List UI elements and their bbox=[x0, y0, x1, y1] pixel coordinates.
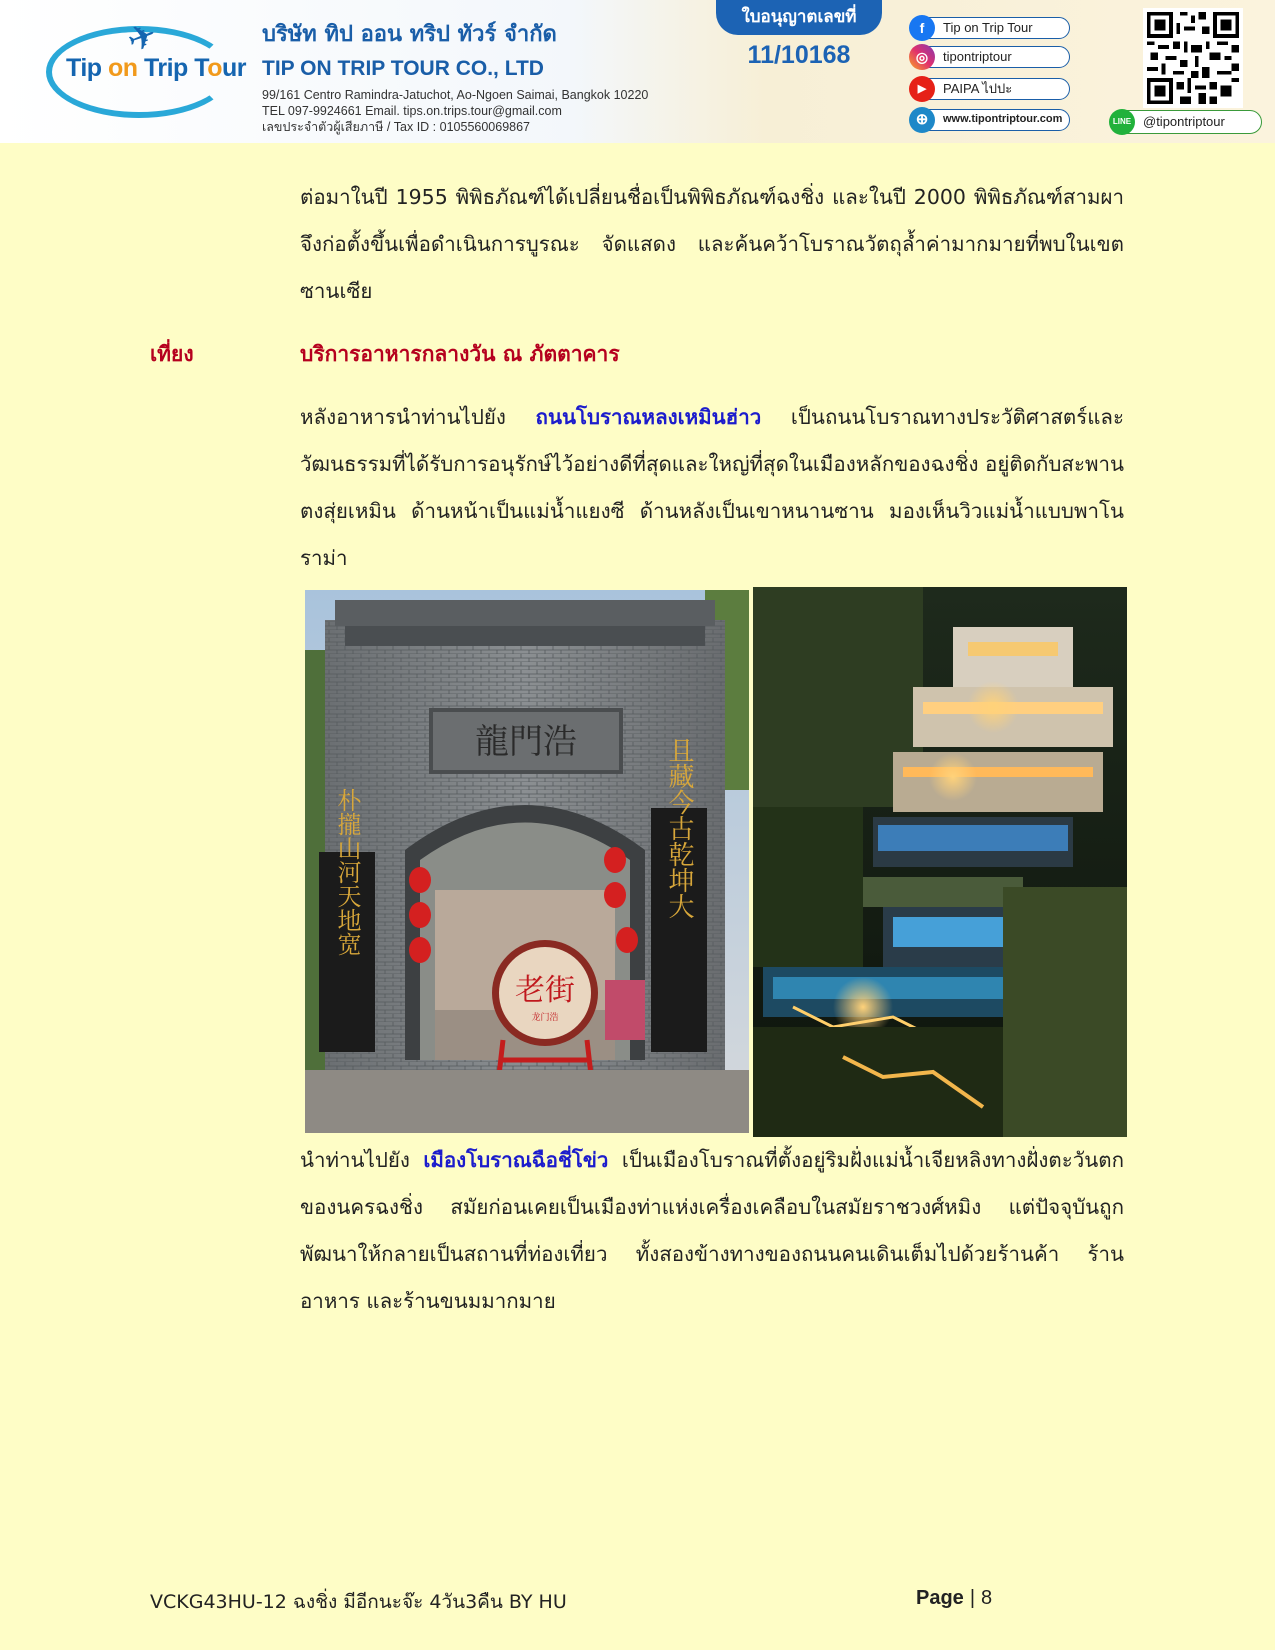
gate-left-couplet: 朴攏山河天地宽 bbox=[333, 788, 361, 956]
company-contact: TEL 097-9924661 Email. tips.on.trips.tour@gmail.com bbox=[262, 104, 562, 118]
page-number: Page | 8 bbox=[916, 1587, 993, 1609]
letterhead bbox=[0, 0, 1275, 143]
website-link[interactable]: ⊕ www.tipontriptour.com bbox=[912, 109, 1070, 131]
logo-wordmark: Tip on Trip Tour bbox=[66, 54, 246, 82]
photo-longmenhao-gate bbox=[305, 590, 749, 1133]
photo-night-village bbox=[753, 587, 1127, 1137]
company-tax-id: เลขประจำตัวผู้เสียภาษี / Tax ID : 0105560069867 bbox=[262, 120, 531, 134]
qr-code bbox=[1143, 8, 1243, 108]
license-number: 11/10168 bbox=[747, 41, 851, 69]
line-icon: LINE bbox=[1109, 109, 1135, 135]
company-name-english: TIP ON TRIP TOUR CO., LTD bbox=[262, 57, 544, 80]
youtube-icon: ▶ bbox=[909, 76, 935, 102]
gate-plaque: 龍門浩 bbox=[475, 722, 577, 762]
instagram-icon: ◎ bbox=[909, 44, 935, 70]
airplane-icon: ✈ bbox=[122, 14, 163, 62]
company-logo bbox=[46, 14, 246, 122]
gate-right-couplet: 且藏今古乾坤大 bbox=[664, 737, 694, 919]
company-address: 99/161 Centro Ramindra-Jatuchot, Ao-Ngoen Saimai, Bangkok 10220 bbox=[262, 88, 649, 102]
facebook-icon: f bbox=[909, 15, 935, 41]
paragraph-longmenhao: หลังอาหารนำท่านไปยัง ถนนโบราณหลงเหมินฮ่าว เป็นถนนโบราณทางประวัติศาสตร์และวัฒนธรรมที่ได้รับการอนุรักษ์ไว้อย่างดีที่สุดและใหญ่ที่สุดในเมืองหลักของฉงชิ่ง อยู่ติดกับสะพานตงสุ่ยเหมิน ด้านหน้าเป็นแม่น้ำแยงซี ด้านหลังเป็นเขาหนานซาน มองเห็นวิวแม่น้ำแบบพาโนราม่า bbox=[300, 405, 1124, 570]
globe-icon: ⊕ bbox=[909, 107, 935, 133]
instagram-link[interactable]: ◎ tipontriptour bbox=[912, 46, 1070, 68]
footer-tour-code: VCKG43HU-12 ฉงชิ่ง มีอีกนะจ๊ะ 4วัน3คืน BY HU bbox=[150, 1591, 567, 1613]
license-badge bbox=[716, 0, 882, 69]
license-label: ใบอนุญาตเลขที่ bbox=[716, 0, 882, 35]
meal-time-label: เที่ยง bbox=[150, 342, 194, 366]
drum-subtext: 龙门浩 bbox=[531, 1013, 559, 1023]
meal-description: บริการอาหารกลางวัน ณ ภัตตาคาร bbox=[300, 342, 620, 366]
line-link[interactable]: LINE @tipontriptour bbox=[1110, 110, 1262, 134]
company-name-thai: บริษัท ทิป ออน ทริป ทัวร์ จำกัด bbox=[262, 22, 557, 47]
place-name-ciqikou: เมืองโบราณฉือชี่โข่ว bbox=[423, 1148, 609, 1172]
youtube-link[interactable]: ▶ PAIPA ไปปะ bbox=[912, 78, 1070, 100]
facebook-link[interactable]: f Tip on Trip Tour bbox=[912, 17, 1070, 39]
place-name-longmenhao: ถนนโบราณหลงเหมินฮ่าว bbox=[535, 405, 762, 429]
company-info bbox=[262, 16, 648, 135]
paragraph-museum-history: ต่อมาในปี 1955 พิพิธภัณฑ์ได้เปลี่ยนชื่อเป็นพิพิธภัณฑ์ฉงชิ่ง และในปี 2000 พิพิธภัณฑ์สามผาจึงก่อตั้งขึ้นเพื่อดำเนินการบูรณะ จัดแสดง และค้นคว้าโบราณวัตถุล้ำค่ามากมายที่พบในเขตซานเซีย bbox=[300, 185, 1124, 303]
paragraph-ciqikou: นำท่านไปยัง เมืองโบราณฉือชี่โข่ว เป็นเมืองโบราณที่ตั้งอยู่ริมฝั่งแม่น้ำเจียหลิงทางฝั่งตะวันตกของนครฉงชิ่ง สมัยก่อนเคยเป็นเมืองท่าแห่งเครื่องเคลือบในสมัยราชวงศ์หมิง แต่ปัจจุบันถูกพัฒนาให้กลายเป็นสถานที่ท่องเที่ยว ทั้งสองข้างทางของถนนคนเดินเต็มไปด้วยร้านค้า ร้านอาหาร และร้านขนมมากมาย bbox=[300, 1148, 1124, 1313]
drum-text: 老街 bbox=[515, 973, 575, 1008]
